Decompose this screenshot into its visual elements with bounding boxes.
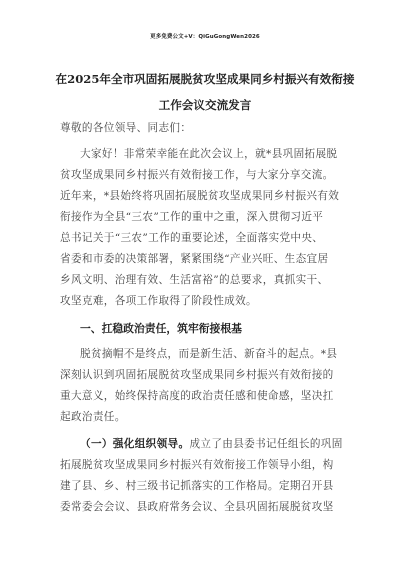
intro-line-8: 攻坚克难，各项工作取得了阶段性成效。 [60, 295, 257, 307]
document-title-line-1: 在2025年全市巩固拓展脱贫攻坚成果同乡村振兴有效衔接 [55, 72, 355, 86]
section-1-heading: 一、扛稳政治责任，筑牢衔接根基 [80, 322, 242, 335]
subsection-1-line-2: 拓展脱贫攻坚成果同乡村振兴有效衔接工作领导小组，构 [60, 459, 334, 471]
subsection-1-line-4: 委常委会会议、县政府常务会议、全县巩固拓展脱贫攻坚 [60, 501, 334, 513]
subsection-1-label: （一）强化组织领导。 [80, 438, 190, 450]
section-1-line-1: 脱贫摘帽不是终点，而是新生活、新奋斗的起点。*县 [80, 348, 338, 360]
subsection-1-first-line [80, 437, 356, 451]
header-note: 更多免费公文+V：QiGuGongWen2026 [150, 34, 260, 40]
subsection-1-line-3: 建了县、乡、村三级书记抓落实的工作格局。定期召开县 [60, 480, 334, 492]
intro-line-4: 衔接作为全县“三农”工作的重中之重，深入贯彻习近平 [60, 211, 324, 223]
intro-line-6: 省委和市委的决策部署，紧紧围绕“产业兴旺、生态宜居 [60, 253, 329, 265]
intro-line-3: 近年来，*县始终将巩固拓展脱贫攻坚成果同乡村振兴有效 [60, 190, 340, 202]
subsection-1-text: 成立了由县委书记任组长的巩固 [189, 438, 343, 450]
document-title-line-2: 工作会议交流发言 [158, 98, 252, 112]
section-1-line-2: 深刻认识到巩固拓展脱贫攻坚成果同乡村振兴有效衔接的 [60, 369, 334, 381]
intro-line-1: 大家好！非常荣幸能在此次会议上，就*县巩固拓展脱 [80, 148, 338, 160]
intro-line-2: 贫攻坚成果同乡村振兴有效衔接工作，与大家分享交流。 [60, 169, 334, 181]
intro-line-7: 乡风文明、治理有效、生活富裕”的总要求，真抓实干、 [60, 274, 329, 286]
salutation: 尊敬的各位领导、同志们： [60, 122, 192, 134]
intro-line-5: 总书记关于“三农”工作的重要论述，全面落实党中央、 [60, 232, 324, 244]
section-1-line-4: 起政治责任。 [60, 411, 126, 423]
section-1-line-3: 重大意义，始终保持高度的政治责任感和使命感，坚决扛 [60, 390, 334, 402]
